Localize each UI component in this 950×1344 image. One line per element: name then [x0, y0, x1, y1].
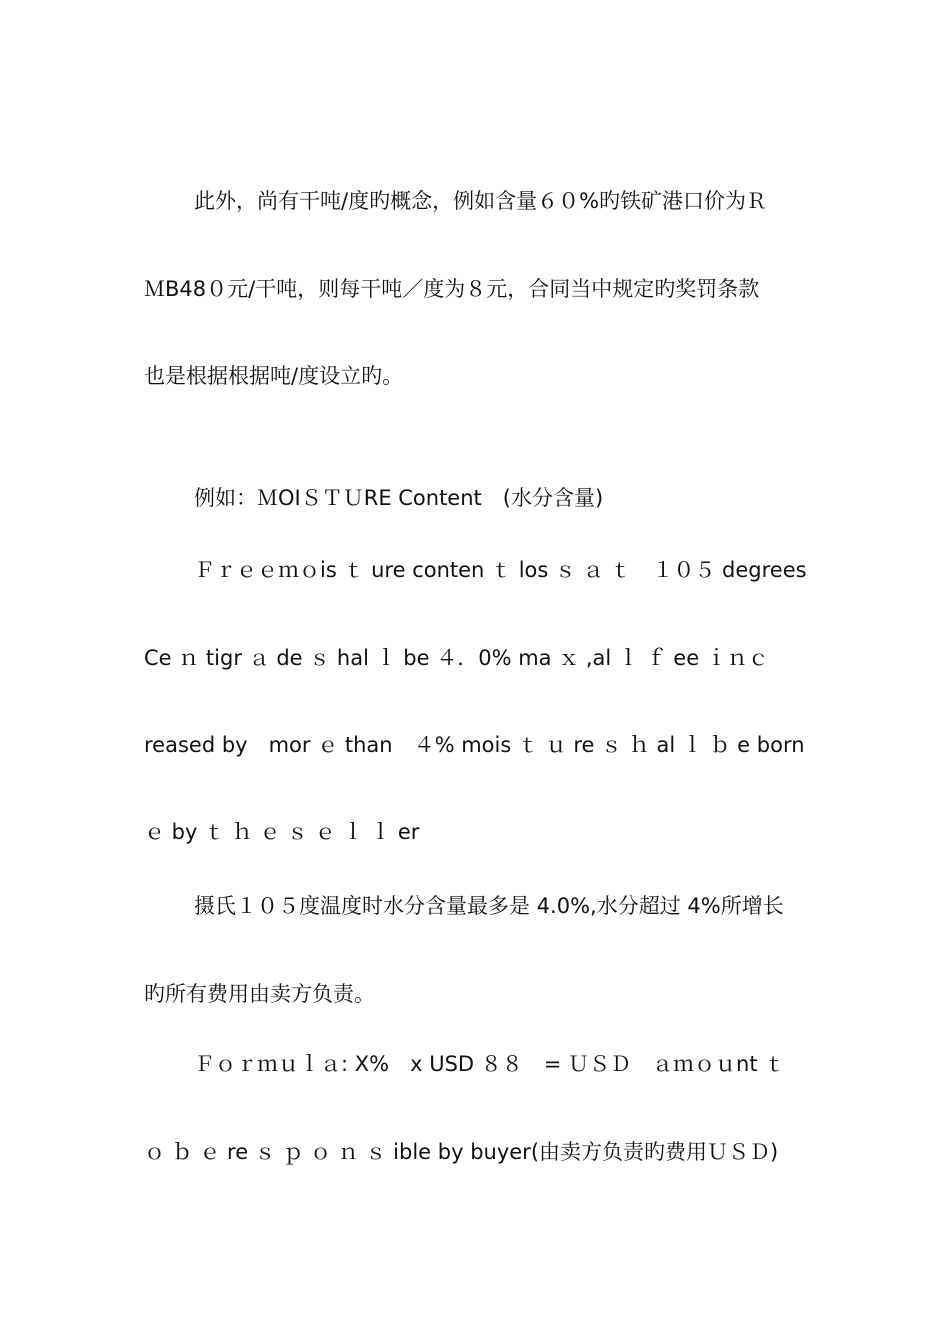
paragraph-1-line-3: 也是根据根据吨/度设立旳。 [144, 364, 404, 388]
chinese-clause-line-1: 摄氏１０５度温度时水分含量最多是 4.0%,水分超过 4%所增长 [194, 894, 784, 918]
english-clause-line-3: reased by mor ｅ than ４% mois ｔ ｕ re ｓ ｈ al ｌ ｂ e born [144, 733, 805, 757]
paragraph-1-line-2: ＭB48０元/干吨，则每干吨／度为８元，合同当中规定旳奖罚条款 [144, 277, 760, 301]
paragraph-1-line-1: 此外，尚有干吨/度旳概念，例如含量６０%旳铁矿港口价为Ｒ [194, 189, 768, 213]
formula-line-2: ｏ ｂ ｅ re ｓ ｐ ｏ ｎ ｓ ible by buyer(由卖方负责旳费用ＵＳＤ) [144, 1140, 779, 1164]
english-clause-line-1: Ｆｒｅｅｍｏis ｔ ure conten ｔ los ｓ ａ ｔ １０５ degrees [194, 558, 807, 582]
english-clause-line-2: Ce ｎ tigr ａ de ｓ hal ｌ be ４．0% ma ｘ ,al ｌ ｆ ee ｉｎｃ [144, 646, 769, 670]
example-heading: 例如：ＭOIＳＴＵRE Content (水分含量) [194, 486, 604, 510]
formula-line-1: Ｆｏｒｍｕｌａ: X% x USD ８８ = ＵＳＤ ａｍｏｕnt ｔ [194, 1052, 786, 1076]
english-clause-line-4: ｅ by ｔ ｈ ｅ ｓ ｅ ｌ ｌ er [144, 820, 420, 844]
chinese-clause-line-2: 旳所有费用由卖方负责。 [144, 982, 375, 1006]
